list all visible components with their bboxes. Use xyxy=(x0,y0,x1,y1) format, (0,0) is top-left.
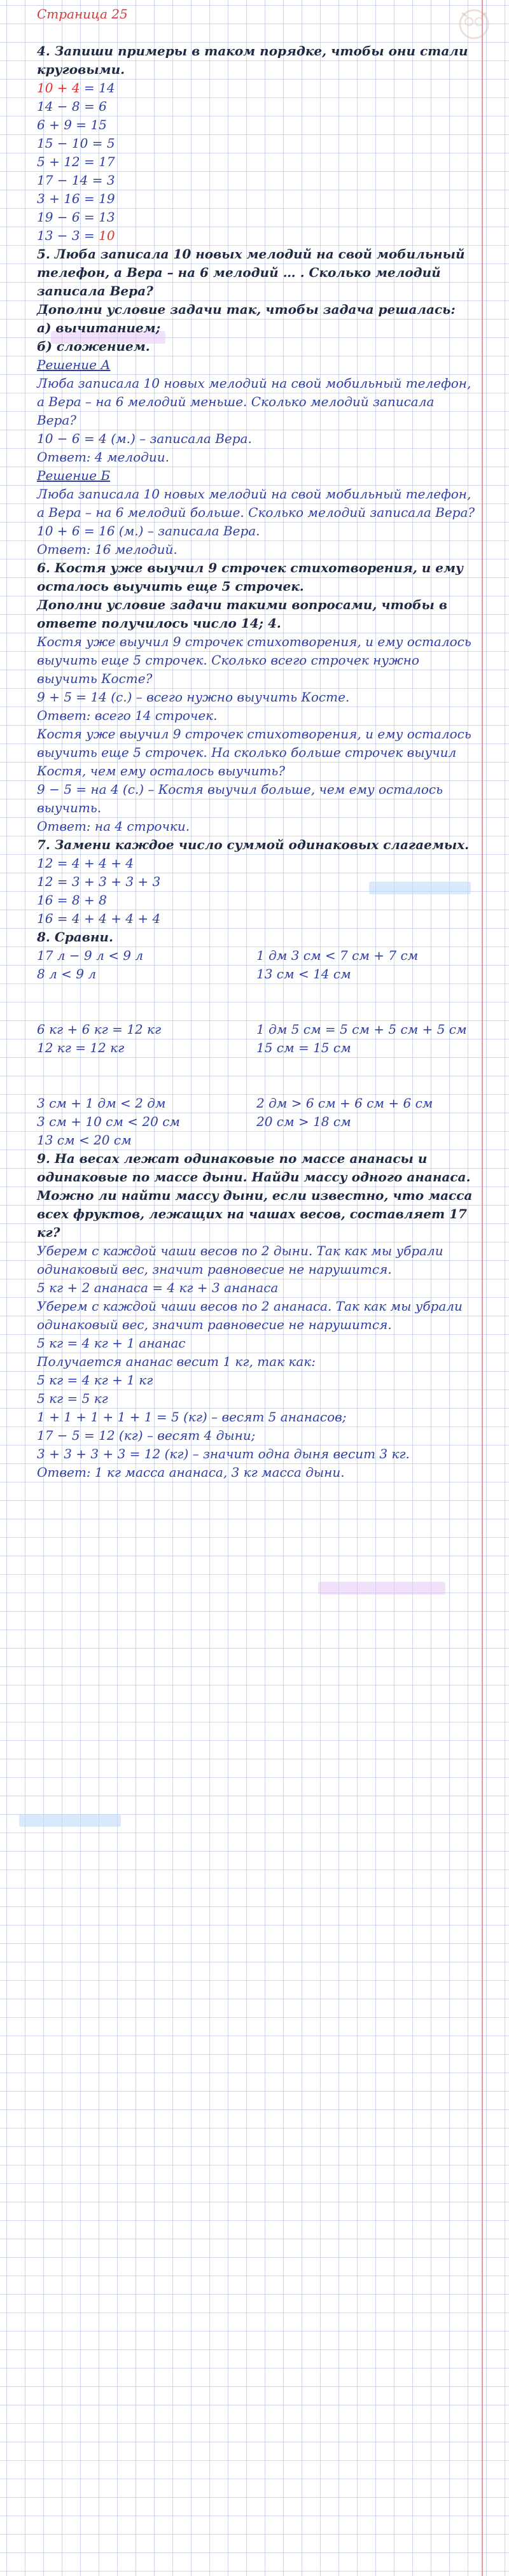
comparison-right: 13 см < 14 см xyxy=(256,966,351,982)
task-4-line: 14 − 8 = 6 xyxy=(37,99,107,114)
task-8-title: 8. Сравни. xyxy=(37,929,113,945)
task-9-line: 3 + 3 + 3 + 3 = 12 (кг) – значит одна дыня весит 3 кг. xyxy=(37,1446,410,1461)
watermark-band xyxy=(19,1814,121,1827)
task-4-line: 13 − 3 = 10 xyxy=(37,228,115,243)
task-9-line: Получается ананас весит 1 кг, так как: xyxy=(37,1354,316,1369)
task-6-question-1-answer: Ответ: всего 14 строчек. xyxy=(37,708,218,723)
task-5-solution-b-heading: Решение Б xyxy=(37,468,111,483)
task-4-line: 19 − 6 = 13 xyxy=(37,209,115,225)
task-6-title: 6. Костя уже выучил 9 строчек стихотворения, и ему осталось выучить еще 5 строчек. xyxy=(37,560,463,594)
task-4-line: 3 + 16 = 19 xyxy=(37,191,115,206)
task-7-title: 7. Замени каждое число суммой одинаковых слагаемых. xyxy=(37,837,470,852)
comparison-row xyxy=(37,1039,476,1057)
comparison-left: 8 л < 9 л xyxy=(37,966,97,982)
task-9-answer: Ответ: 1 кг масса ананаса, 3 кг масса дыни. xyxy=(37,1465,345,1480)
task-9-line: 5 кг = 4 кг + 1 кг xyxy=(37,1372,153,1388)
task-5-solution-a-text: Люба записала 10 новых мелодий на свой мобильный телефон, а Вера – на 6 мелодий меньше. Сколько мелодий записала Вера? xyxy=(37,376,471,428)
task-4-line: 10 + 4 = 14 xyxy=(37,80,115,95)
comparison-row xyxy=(37,1131,476,1150)
task-6-question-1-text: Костя уже выучил 9 строчек стихотворения, и ему осталось выучить еще 5 строчек. Сколько всего строчек нужно выучить Косте? xyxy=(37,634,471,686)
task-5-solution-b-calc: 10 + 6 = 16 (м.) – записала Вера. xyxy=(37,523,260,538)
task-5-title: 5. Люба записала 10 новых мелодий на свой мобильный телефон, а Вера – на 6 мелодий … . Сколько мелодий записала Вера? xyxy=(37,246,465,299)
task-7-line: 16 = 4 + 4 + 4 + 4 xyxy=(37,911,161,926)
comparison-right: 20 см > 18 см xyxy=(256,1114,351,1129)
task-4-title: 4. Запиши примеры в таком порядке, чтобы они стали круговыми. xyxy=(37,43,468,77)
task-9-line: 5 кг = 4 кг + 1 ананас xyxy=(37,1335,186,1351)
task-4-line: 5 + 12 = 17 xyxy=(37,154,115,169)
task-5-solution-a-calc: 10 − 6 = 4 (м.) – записала Вера. xyxy=(37,431,252,446)
task-5-solution-b-answer: Ответ: 16 мелодий. xyxy=(37,542,178,557)
comparison-row xyxy=(37,1094,476,1113)
task-7-line: 12 = 3 + 3 + 3 + 3 xyxy=(37,874,161,889)
watermark-band xyxy=(318,1582,445,1594)
task-6-question-1-calc: 9 + 5 = 14 (с.) – всего нужно выучить Косте. xyxy=(37,689,350,705)
page-header: Страница 25 xyxy=(37,6,128,22)
comparison-left: 6 кг + 6 кг = 12 кг xyxy=(37,1022,162,1037)
task-4-line: 15 − 10 = 5 xyxy=(37,136,115,151)
task-9-line: 5 кг + 2 ананаса = 4 кг + 3 ананаса xyxy=(37,1280,279,1295)
task-6-question-2-text: Костя уже выучил 9 строчек стихотворения, и ему осталось выучить еще 5 строчек. На сколько больше строчек выучил Костя, чем ему осталось выучить? xyxy=(37,726,471,778)
task-5-option-a: а) вычитанием; xyxy=(37,320,161,335)
comparison-row xyxy=(37,947,476,965)
comparison-left: 12 кг = 12 кг xyxy=(37,1040,125,1055)
notebook-margin-line xyxy=(482,0,483,2576)
task-7-line: 16 = 8 + 8 xyxy=(37,892,107,908)
task-6-question-2-answer: Ответ: на 4 строчки. xyxy=(37,819,190,834)
task-4-line: 6 + 9 = 15 xyxy=(37,117,107,132)
comparison-right: 15 см = 15 см xyxy=(256,1040,351,1055)
task-7-line: 12 = 4 + 4 + 4 xyxy=(37,855,134,871)
task-9-title: 9. На весах лежат одинаковые по массе ананасы и одинаковые по массе дыни. Найди массу одного ананаса. Можно ли найти массу дыни, если известно, что масса всех фруктов, лежащих на чашах весов, составляет 17 кг? xyxy=(37,1151,473,1240)
comparison-right: 1 дм 3 см < 7 см + 7 см xyxy=(256,948,419,963)
task-6-prompt: Дополни условие задачи такими вопросами, чтобы в ответе получилось число 14; 4. xyxy=(37,597,447,631)
comparison-left: 17 л − 9 л < 9 л xyxy=(37,948,144,963)
comparison-left: 13 см < 20 см xyxy=(37,1132,132,1148)
comparison-right: 2 дм > 6 см + 6 см + 6 см xyxy=(256,1095,433,1111)
notebook-page xyxy=(37,5,476,1482)
task-6-question-2-calc: 9 − 5 = на 4 (с.) – Костя выучил больше, чем ему осталось выучить. xyxy=(37,782,443,815)
task-9-line: Уберем с каждой чаши весов по 2 дыни. Так как мы убрали одинаковый вес, значит равновесие не нарушится. xyxy=(37,1243,443,1277)
task-5-prompt: Дополни условие задачи так, чтобы задача решалась: xyxy=(37,302,456,317)
task-9-line: Уберем с каждой чаши весов по 2 ананаса. Так как мы убрали одинаковый вес, значит равновесие не нарушится. xyxy=(37,1299,463,1332)
comparison-row xyxy=(37,1020,476,1039)
task-9-line: 5 кг = 5 кг xyxy=(37,1391,108,1406)
comparison-right: 1 дм 5 см = 5 см + 5 см + 5 см xyxy=(256,1022,467,1037)
comparison-left: 3 см + 1 дм < 2 дм xyxy=(37,1095,166,1111)
task-5-solution-a-heading: Решение А xyxy=(37,357,111,372)
task-5-option-b: б) сложением. xyxy=(37,339,150,354)
task-9-line: 17 − 5 = 12 (кг) – весят 4 дыни; xyxy=(37,1428,256,1443)
task-5-solution-a-answer: Ответ: 4 мелодии. xyxy=(37,449,169,465)
comparison-row xyxy=(37,965,476,983)
comparison-right xyxy=(256,1131,476,1150)
task-5-solution-b-text: Люба записала 10 новых мелодий на свой мобильный телефон, а Вера – на 6 мелодий больше. Сколько мелодий записала Вера? xyxy=(37,486,475,520)
task-9-line: 1 + 1 + 1 + 1 + 1 = 5 (кг) – весят 5 ананасов; xyxy=(37,1409,347,1425)
comparison-left: 3 см + 10 см < 20 см xyxy=(37,1114,180,1129)
comparison-row xyxy=(37,1113,476,1131)
task-4-line: 17 − 14 = 3 xyxy=(37,172,115,188)
